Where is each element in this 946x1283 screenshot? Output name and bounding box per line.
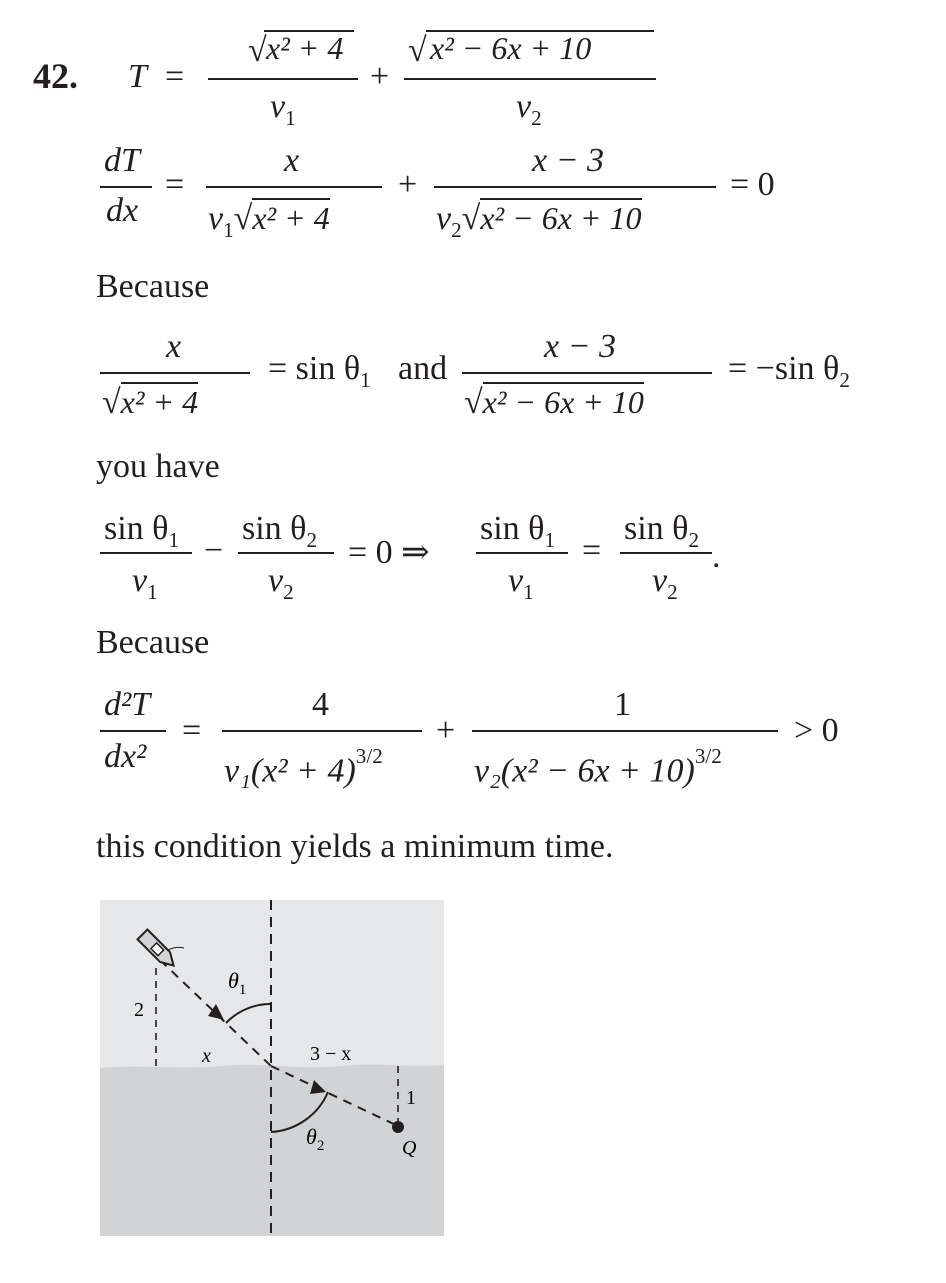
- dTdx-fraction-bar: [100, 186, 152, 188]
- label-2: 2: [134, 999, 144, 1021]
- radicand: x² + 4: [120, 384, 199, 420]
- sqrt-sign: √: [233, 200, 253, 237]
- b-fraction-bar: [238, 552, 334, 554]
- f2-numerator: x − 3: [544, 328, 617, 365]
- b-numerator: [242, 510, 317, 553]
- equals-zero: = 0: [730, 166, 775, 203]
- minus-sign: −: [204, 532, 224, 569]
- equals-sign: =: [182, 712, 202, 749]
- term2-denominator: [436, 200, 642, 243]
- sqrt-sign: √: [248, 32, 267, 69]
- subscript: 2: [283, 579, 294, 604]
- term2-fraction-bar: [434, 186, 716, 188]
- v-symbol: v: [208, 200, 224, 237]
- a-numerator: [104, 510, 179, 553]
- f1-fraction-bar: [100, 372, 250, 374]
- sin-theta-text: sin θ: [480, 510, 545, 547]
- f2-denominator: [464, 384, 644, 422]
- problem-number: 42.: [33, 56, 78, 96]
- subscript: 2: [306, 527, 318, 552]
- sqrt-sign: √: [461, 200, 481, 237]
- v-symbol: v: [508, 562, 524, 599]
- a-fraction-bar: [100, 552, 192, 554]
- point-Q: [392, 1121, 404, 1133]
- sin-theta1-expression: [268, 350, 371, 393]
- term2-denominator: [474, 744, 722, 790]
- base-expression: v₁(x² + 4): [224, 752, 356, 790]
- subscript: 2: [531, 105, 542, 130]
- T-term2-numerator: x² − 6x + 10: [430, 30, 592, 66]
- subscript: 1: [223, 217, 234, 242]
- a-denominator: [132, 562, 158, 605]
- sin-theta-text: sin θ: [624, 510, 689, 547]
- you-have-text: you have: [96, 448, 220, 485]
- plus-sign: +: [370, 58, 390, 95]
- conclusion-text: this condition yields a minimum time.: [96, 828, 614, 865]
- d-numerator: [624, 510, 699, 553]
- label-theta2: $\theta_2$: [306, 1124, 325, 1154]
- T-term1-numerator: x² + 4: [266, 30, 344, 66]
- term1-denominator: [208, 200, 330, 243]
- sin-theta1-text: = sin θ: [268, 350, 361, 387]
- v-symbol: v: [516, 88, 532, 125]
- subscript: 1: [168, 527, 180, 552]
- c-denominator: [508, 562, 534, 605]
- term1-fraction-bar: [206, 186, 382, 188]
- c-fraction-bar: [476, 552, 568, 554]
- dx-denominator: dx: [106, 192, 139, 229]
- subscript: 2: [839, 367, 850, 392]
- subscript: 1: [147, 579, 158, 604]
- neg-sin-theta2-text: = −sin θ: [728, 350, 840, 387]
- d2T-numerator: d²T: [104, 686, 151, 723]
- term1-numerator: x: [284, 142, 300, 179]
- f2-fraction-bar: [462, 372, 712, 374]
- radicand: x² − 6x + 10: [480, 200, 642, 236]
- sqrt-sign: √: [408, 32, 427, 69]
- equals-sign: =: [165, 166, 185, 203]
- term1-numerator: 4: [312, 686, 329, 723]
- subscript: 1: [360, 367, 371, 392]
- term2-numerator: x − 3: [532, 142, 605, 179]
- label-3-minus-x: 3 − x: [310, 1043, 352, 1065]
- term2-fraction-bar: [472, 730, 778, 732]
- sqrt-sign: √: [102, 384, 121, 421]
- T-symbol: T: [128, 58, 147, 95]
- v-symbol: v: [652, 562, 668, 599]
- f1-numerator: x: [166, 328, 182, 365]
- d-fraction-bar: [620, 552, 712, 554]
- subscript: 1: [544, 527, 556, 552]
- refraction-figure: [100, 900, 444, 1236]
- sin-theta-text: sin θ: [104, 510, 169, 547]
- radicand: x² − 6x + 10: [482, 384, 644, 420]
- subscript: 1: [285, 105, 296, 130]
- f1-denominator: [102, 384, 198, 422]
- v-symbol: v: [270, 88, 286, 125]
- neg-sin-theta2-expression: [728, 350, 850, 393]
- term1-fraction-bar: [222, 730, 422, 732]
- dx2-denominator: dx²: [104, 738, 147, 775]
- base-expression: v₂(x² − 6x + 10): [474, 752, 695, 790]
- T-term1-fraction-bar: [208, 78, 358, 80]
- subscript: 2: [667, 579, 678, 604]
- label-1: 1: [406, 1087, 416, 1109]
- sqrt-sign: √: [464, 384, 483, 421]
- equals-sign: =: [582, 532, 602, 569]
- exponent: 3/2: [355, 744, 383, 768]
- greater-than-zero: > 0: [794, 712, 839, 749]
- d-denominator: [652, 562, 678, 605]
- sin-theta-text: sin θ: [242, 510, 307, 547]
- v-symbol: v: [436, 200, 452, 237]
- b-denominator: [268, 562, 294, 605]
- because-text-2: Because: [96, 624, 210, 661]
- T-term2-denominator: [516, 88, 542, 131]
- and-text: and: [398, 350, 448, 387]
- v-symbol: v: [132, 562, 148, 599]
- because-text-1: Because: [96, 268, 210, 305]
- T-term2-fraction-bar: [404, 78, 656, 80]
- d2T-fraction-bar: [100, 730, 166, 732]
- term2-numerator: 1: [614, 686, 631, 723]
- subscript: 2: [451, 217, 462, 242]
- exponent: 3/2: [694, 744, 722, 768]
- v-symbol: v: [268, 562, 284, 599]
- subscript: 1: [523, 579, 534, 604]
- radicand: x² + 4: [252, 200, 330, 236]
- plus-sign: +: [398, 166, 418, 203]
- term1-denominator: [224, 744, 383, 790]
- equals-sign: =: [165, 58, 185, 95]
- c-numerator: [480, 510, 555, 553]
- label-theta1: $\theta_1$: [228, 968, 247, 998]
- label-x: x: [202, 1045, 211, 1067]
- plus-sign: +: [436, 712, 456, 749]
- dT-numerator: dT: [104, 142, 140, 179]
- period: .: [712, 538, 721, 575]
- subscript: 2: [688, 527, 700, 552]
- equals-zero-implies: = 0 ⇒: [348, 534, 430, 571]
- T-term1-denominator: [270, 88, 296, 131]
- label-Q: Q: [402, 1137, 417, 1159]
